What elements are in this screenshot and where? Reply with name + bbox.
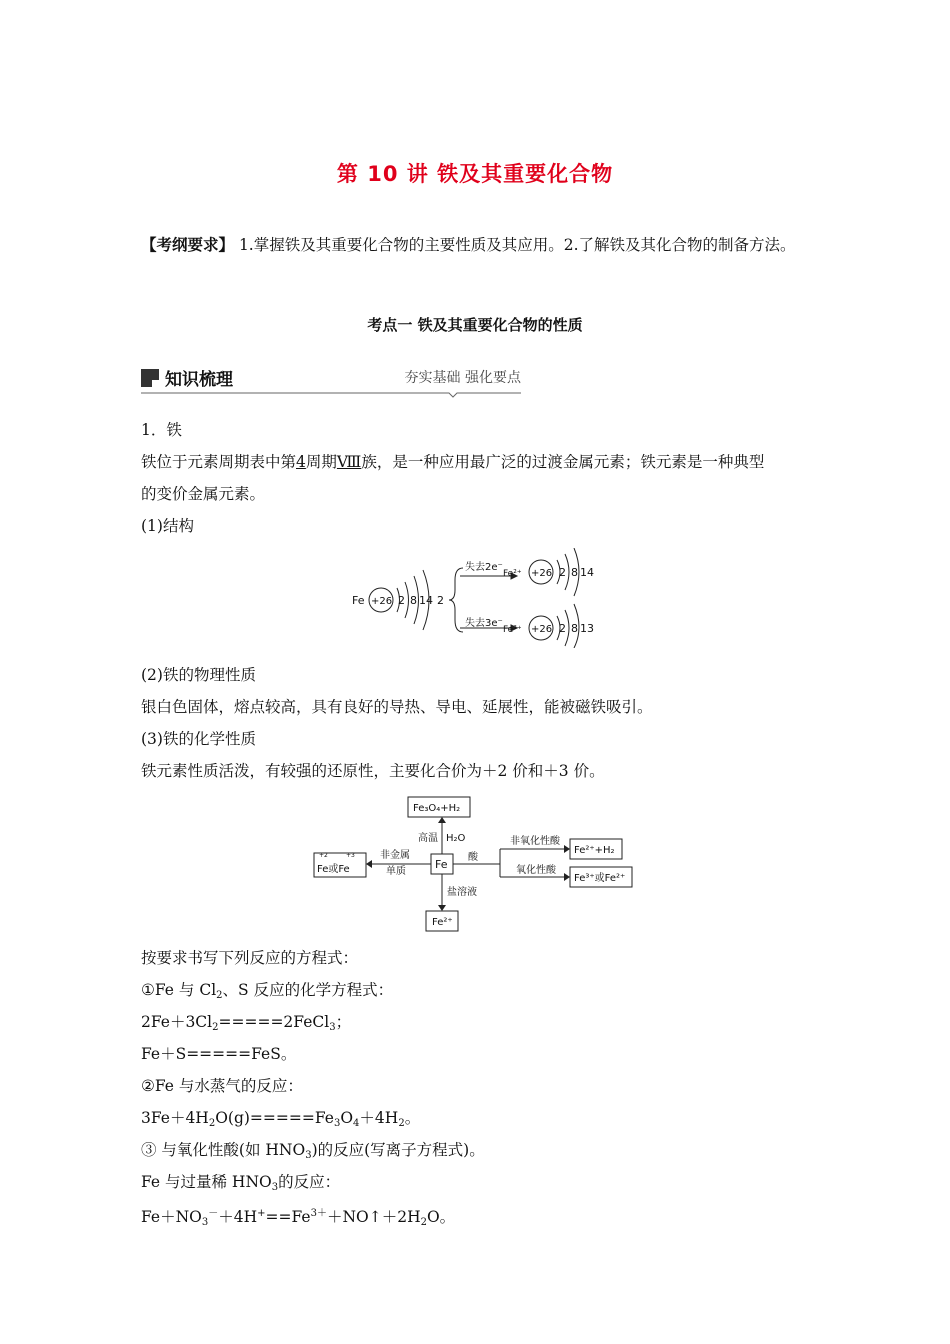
bottom-product: Fe²⁺ xyxy=(432,917,453,928)
fe3-shell-2: 8 xyxy=(571,622,578,635)
eq1-title: ①Fe 与 $Cl_2$、S 反应的化学方程式： xyxy=(141,981,394,1001)
right2-product: Fe³⁺或Fe²⁺ xyxy=(574,873,626,884)
iron-position-line1: 铁位于元素周期表中第4周期Ⅷ族，是一种应用最广泛的过渡金属元素；铁元素是一种典型 xyxy=(141,453,765,471)
chemical-text: 铁元素性质活泼，有较强的还原性，主要化合价为＋2 价和＋3 价。 xyxy=(141,762,605,780)
top-label-heat: 高温 xyxy=(418,833,438,844)
eq3-title: ③ 与氧化性酸(如 $HNO_3$)的反应(写离子方程式)。 xyxy=(141,1141,485,1161)
eq2-title: ②Fe 与水蒸气的反应： xyxy=(141,1077,303,1095)
left-product: Fe或Fe xyxy=(317,864,350,875)
section-title: 考点一 铁及其重要化合物的性质 xyxy=(367,316,583,334)
iron-heading: 1．铁 xyxy=(141,421,182,439)
left-label-element: 单质 xyxy=(386,866,406,877)
eq3-subtitle: Fe 与过量稀 $HNO_3$的反应： xyxy=(141,1173,341,1193)
fe3-nucleus: +26 xyxy=(531,624,553,635)
fe3-shell-3: 13 xyxy=(580,622,594,635)
fe-nucleus: +26 xyxy=(371,596,393,607)
group-answer: Ⅷ xyxy=(336,453,362,471)
iron-position-line2: 的变价金属元素。 xyxy=(141,485,266,503)
requirements-label: 【考纲要求】 xyxy=(141,235,235,254)
eq2: $3Fe+4H_2O(g)=====Fe_3O_4+4H_2$。 xyxy=(141,1109,421,1129)
center-fe: Fe xyxy=(435,858,448,871)
fe2-shell-3: 14 xyxy=(580,566,594,579)
right1-product: Fe²⁺+H₂ xyxy=(574,845,615,856)
fe2-nucleus: +26 xyxy=(531,568,553,579)
requirements-text: 1.掌握铁及其重要化合物的主要性质及其应用。2.了解铁及其化合物的制备方法。 xyxy=(234,236,796,254)
knowledge-bar-title: 知识梳理 xyxy=(165,370,233,390)
instruction-text: 按要求书写下列反应的方程式： xyxy=(141,949,359,967)
top-product: Fe₃O₄+H₂ xyxy=(413,803,461,814)
physical-text: 银白色固体，熔点较高，具有良好的导热、导电、延展性，能被磁铁吸引。 xyxy=(141,698,653,716)
top-label-water: H₂O xyxy=(446,833,466,844)
fe2-ion: Fe²⁺ xyxy=(503,569,522,579)
electron-structure-diagram xyxy=(345,548,610,648)
reaction-diagram xyxy=(310,795,640,935)
nonoxidizing-acid-label: 非氧化性酸 xyxy=(510,836,560,847)
knowledge-bar-subtitle: 夯实基础 强化要点 xyxy=(404,370,521,386)
page-title: 第 10 讲 铁及其重要化合物 xyxy=(336,162,614,186)
physical-heading: (2)铁的物理性质 xyxy=(141,666,256,684)
period-answer: 4 xyxy=(296,453,306,471)
fe3-ion: Fe³⁺ xyxy=(503,625,522,635)
lose-2e-label: 失去2e⁻ xyxy=(465,562,503,573)
fe-shell-4: 2 xyxy=(437,594,444,607)
fe-shell-2: 8 xyxy=(410,594,417,607)
left-label-nonmetal: 非金属 xyxy=(380,850,410,861)
left-ox-2: +2 xyxy=(319,852,328,859)
fe-shell-3: 14 xyxy=(419,594,433,607)
fe3-shell-1: 2 xyxy=(559,622,566,635)
fe-shell-1: 2 xyxy=(398,594,405,607)
fe2-shell-1: 2 xyxy=(559,566,566,579)
square-icon xyxy=(141,369,159,387)
eq1b: Fe＋S=====FeS。 xyxy=(141,1045,297,1063)
acid-label: 酸 xyxy=(468,852,478,863)
fe2-shell-2: 8 xyxy=(571,566,578,579)
fe-symbol: Fe xyxy=(352,594,365,607)
knowledge-bar-underline xyxy=(141,390,521,398)
eq3: $Fe+NO_3^-+4H^+==Fe^{3+}+NO↑+2H_2O$。 xyxy=(141,1208,456,1228)
chemical-heading: (3)铁的化学性质 xyxy=(141,730,256,748)
eq1a: $2Fe+3Cl_2=====2FeCl_3$； xyxy=(141,1013,352,1033)
structure-heading: (1)结构 xyxy=(141,517,194,535)
oxidizing-acid-label: 氧化性酸 xyxy=(516,865,556,876)
left-ox-3: +3 xyxy=(346,852,355,859)
knowledge-bar xyxy=(141,364,521,394)
salt-solution-label: 盐溶液 xyxy=(447,887,477,898)
lose-3e-label: 失去3e⁻ xyxy=(465,618,503,629)
exam-requirements xyxy=(141,230,816,260)
